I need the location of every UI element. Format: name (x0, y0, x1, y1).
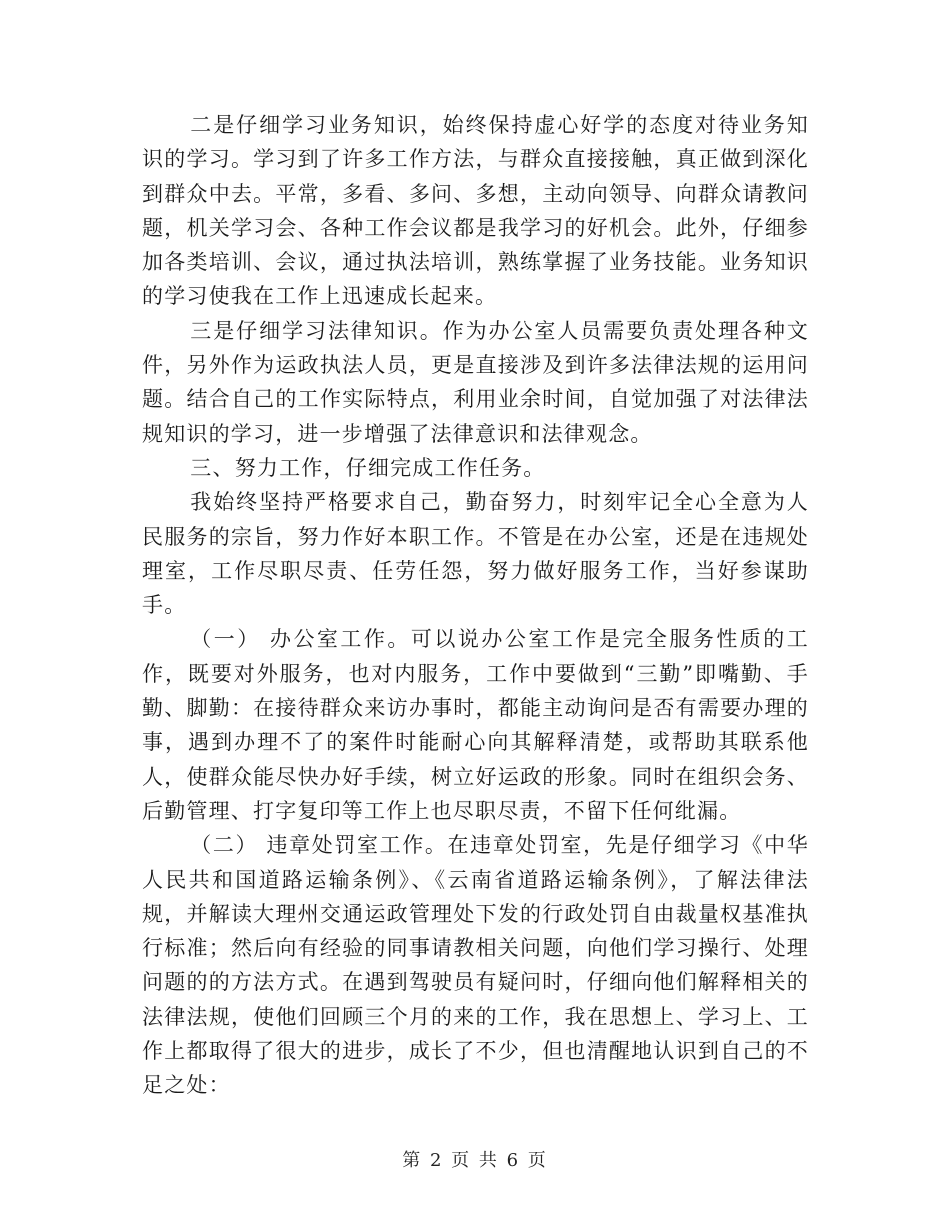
paragraph-office-work: （一） 办公室工作。可以说办公室工作是完全服务性质的工作，既要对外服务，也对内服务，工作中要做到“三勤”即嘴勤、手勤、脚勤：在接待群众来访办事时，都能主动询问是否有需要办理的事，遇到办理不了的案件时能耐心向其解释清楚，或帮助其联系他人，使群众能尽快办好手续，树立好运政的形象。同时在组织会务、后勤管理、打字复印等工作上也尽职尽责，不留下任何纰漏。 (142, 627, 809, 823)
section-heading-work: 三、努力工作，仔细完成工作任务。 (190, 455, 546, 480)
paragraph-legal-knowledge: 三是仔细学习法律知识。作为办公室人员需要负责处理各种文件，另外作为运政执法人员，更是直接涉及到许多法律法规的运用问题。结合自己的工作实际特点，利用业余时间，自觉加强了对法律法规知识的学习，进一步增强了法律意识和法律观念。 (142, 318, 809, 446)
document-body (142, 108, 809, 1103)
paragraph-penalty-office-work: （二） 违章处罚室工作。在违章处罚室，先是仔细学习《中华人民共和国道路运输条例》、《云南省道路运输条例》，了解法律法规，并解读大理州交通运政管理处下发的行政处罚自由裁量权基准执行标准；然后向有经验的同事请教相关问题，向他们学习操行、处理问题的的方法方式。在遇到驾驶员有疑问时，仔细向他们解释相关的法律法规，使他们回顾三个月的来的工作，我在思想上、学习上、工作上都取得了很大的进步，成长了不少，但也清醒地认识到自己的不足之处： (142, 833, 809, 1098)
paragraph-work-attitude: 我始终坚持严格要求自己，勤奋努力，时刻牢记全心全意为人民服务的宗旨，努力作好本职工作。不管是在办公室，还是在违规处理室，工作尽职尽责、任劳任怨，努力做好服务工作，当好参谋助手。 (142, 490, 809, 618)
page-footer: 第 2 页 共 6 页 (402, 1150, 548, 1171)
paragraph-business-knowledge: 二是仔细学习业务知识，始终保持虚心好学的态度对待业务知识的学习。学习到了许多工作方法，与群众直接接触，真正做到深化到群众中去。平常，多看、多问、多想，主动向领导、向群众请教问题，机关学习会、各种工作会议都是我学习的好机会。此外，仔细参加各类培训、会议，通过执法培训，熟练掌握了业务技能。业务知识的学习使我在工作上迅速成长起来。 (142, 113, 809, 309)
